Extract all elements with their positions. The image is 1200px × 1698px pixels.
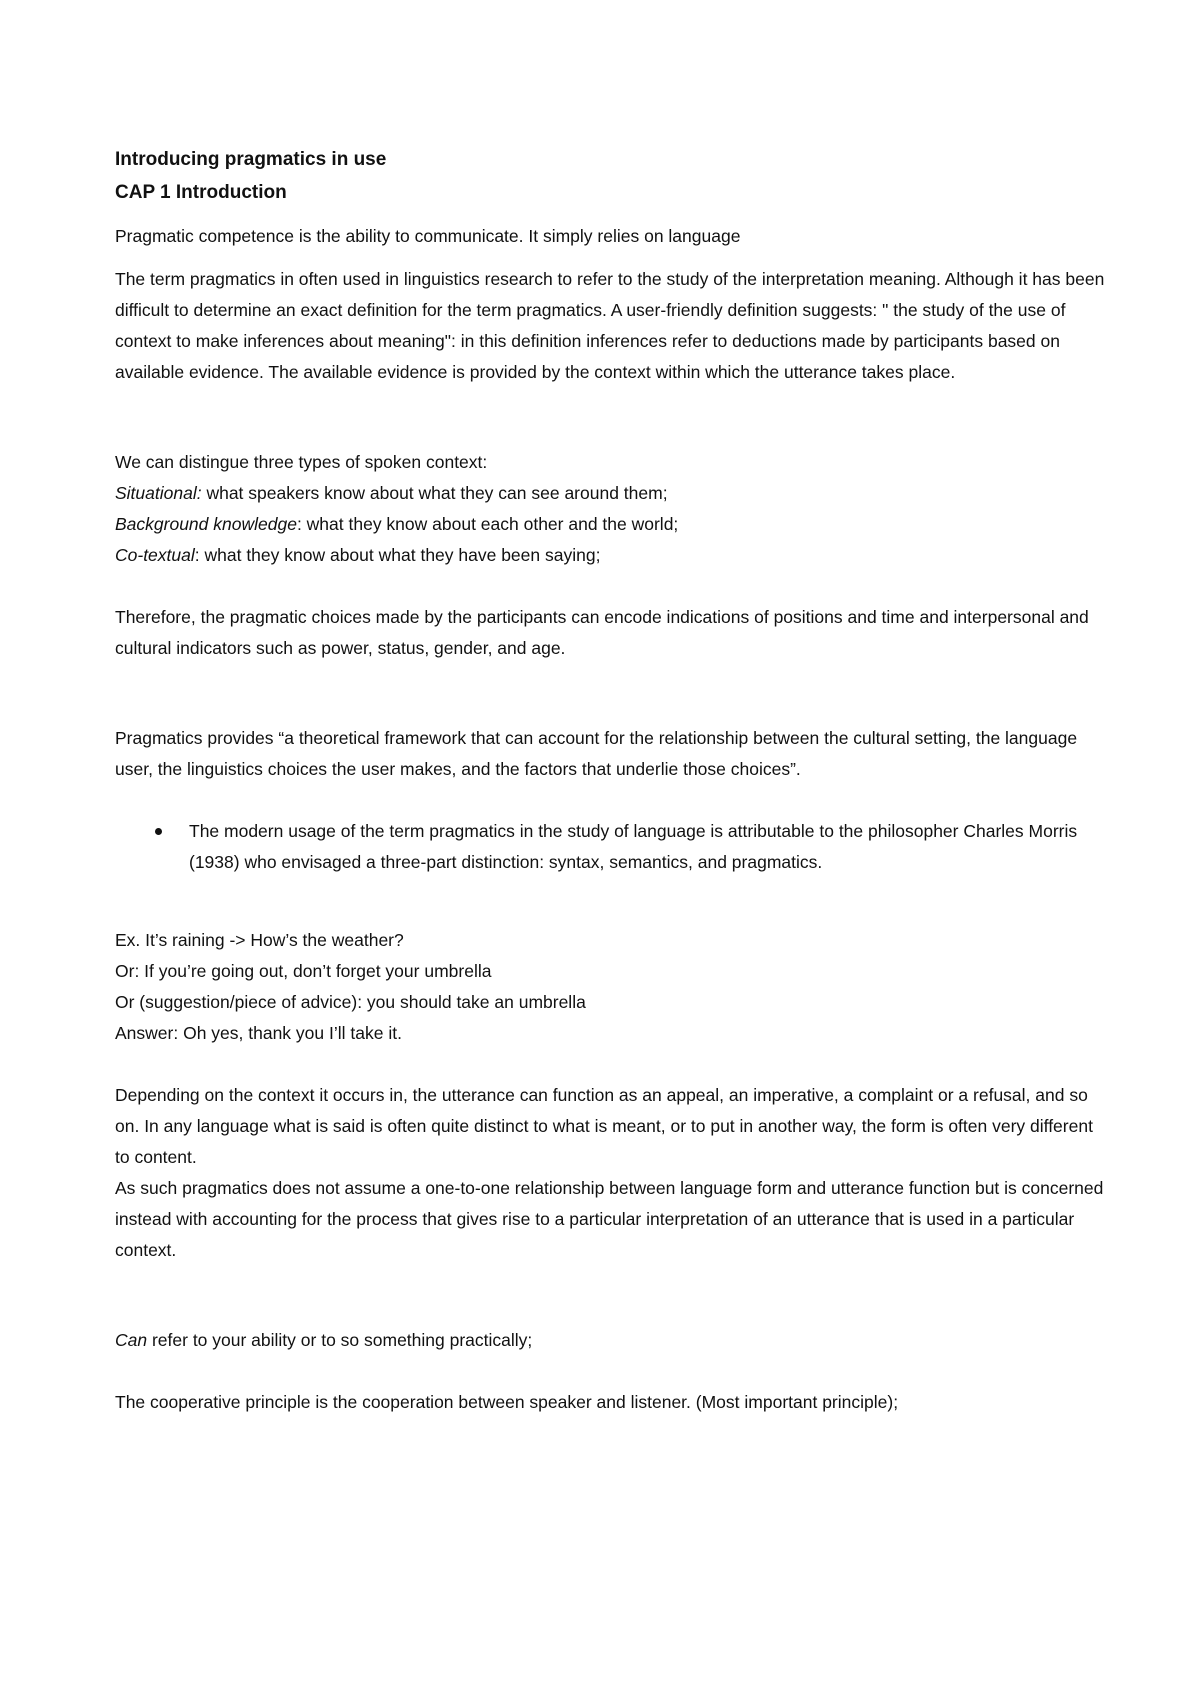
context-desc: what speakers know about what they can see around them; — [201, 483, 668, 503]
example-line: Or: If you’re going out, don’t forget your umbrella — [115, 961, 492, 981]
context-term: Situational: — [115, 483, 202, 503]
document-title: Introducing pragmatics in use — [115, 149, 387, 170]
context-term: Co-textual — [115, 545, 195, 565]
paragraph-depending: Depending on the context it occurs in, the utterance can function as an appeal, an imperative, a complaint or a refusal, and so on. In any language what is said is often quite distinct to what is meant, or to put in another way, the form is often very different to content. — [115, 1085, 1093, 1167]
paragraph-assume: As such pragmatics does not assume a one-to-one relationship between language form and utterance function but is concerned instead with accounting for the process that gives rise to a particular interpretation of an utterance that is used in a particular context. — [115, 1178, 1104, 1260]
list-item — [115, 816, 1105, 878]
context-term: Background knowledge — [115, 514, 297, 534]
document-body — [115, 143, 1105, 1418]
can-desc: refer to your ability or to so something practically; — [147, 1330, 533, 1350]
bullet-text-morris: The modern usage of the term pragmatics in the study of language is attributable to the philosopher Charles Morris (1938) who envisaged a three-part distinction: syntax, semantics, and pragmatics. — [189, 821, 1078, 872]
context-desc: : what they know about what they have been saying; — [194, 545, 601, 565]
paragraph-definition: The term pragmatics in often used in linguistics research to refer to the study of the interpretation meaning. Although it has been difficult to determine an exact definition for the term pragmatics. A user-friendly definition suggests: " the study of the use of context to make inferences about meaning": in this definition inferences refer to deductions made by participants based on available evidence. The available evidence is provided by the context within which the utterance takes place. — [115, 269, 1105, 382]
context-desc: : what they know about each other and the world; — [296, 514, 679, 534]
chapter-heading: CAP 1 Introduction — [115, 182, 287, 203]
paragraph-cooperative: The cooperative principle is the cooperation between speaker and listener. (Most important principle); — [115, 1392, 899, 1412]
context-intro: We can distingue three types of spoken context: — [115, 452, 488, 472]
can-term: Can — [115, 1330, 148, 1350]
paragraph-framework: Pragmatics provides “a theoretical framework that can account for the relationship between the cultural setting, the language user, the linguistics choices the user makes, and the factors that underlie those choices”. — [115, 728, 1078, 779]
example-line: Answer: Oh yes, thank you I’ll take it. — [115, 1023, 402, 1043]
example-line: Or (suggestion/piece of advice): you should take an umbrella — [115, 992, 586, 1012]
paragraph-choices: Therefore, the pragmatic choices made by the participants can encode indications of positions and time and interpersonal and cultural indicators such as power, status, gender, and age. — [115, 607, 1089, 658]
context-item-cotextual — [115, 540, 1105, 571]
context-item-background — [115, 509, 1105, 540]
can-line — [115, 1325, 1105, 1356]
bullet-icon — [115, 816, 189, 847]
context-item-situational — [115, 478, 1105, 509]
intro-line: Pragmatic competence is the ability to communicate. It simply relies on language — [115, 226, 741, 246]
example-line: Ex. It’s raining -> How’s the weather? — [115, 930, 404, 950]
